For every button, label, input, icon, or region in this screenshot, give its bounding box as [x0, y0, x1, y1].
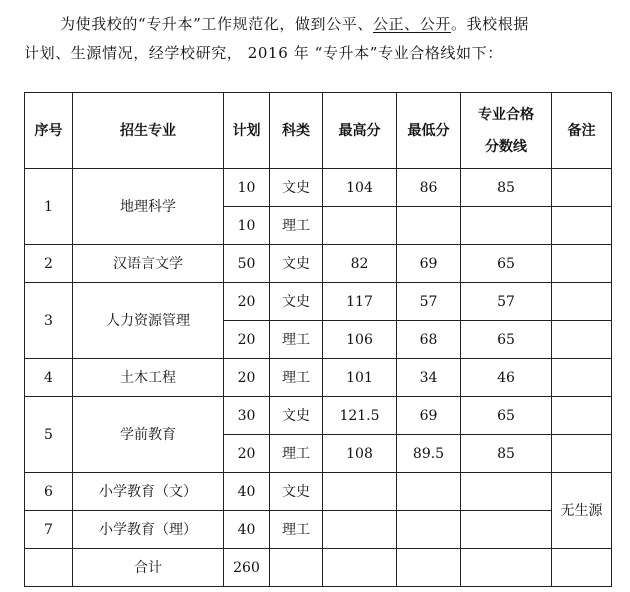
header-plan: 计划	[224, 93, 270, 169]
header-type: 科类	[270, 93, 323, 169]
row-index: 1	[25, 169, 73, 245]
header-min-score: 最低分	[397, 93, 461, 169]
intro-word-gongzheng: 公正	[372, 15, 405, 33]
row-index: 7	[25, 511, 73, 549]
table-row	[25, 245, 612, 283]
cell-plan: 40	[224, 511, 270, 549]
cell-plan: 20	[224, 359, 270, 397]
header-passing-line-1: 专业合格	[478, 106, 534, 123]
cell-plan: 50	[224, 245, 270, 283]
cell-min-score: 86	[397, 169, 461, 207]
cell-passing-line: 65	[461, 321, 552, 359]
cell-min-score: 89.5	[397, 435, 461, 473]
row-major: 学前教育	[73, 397, 224, 473]
cell-plan: 30	[224, 397, 270, 435]
cell-type: 文史	[270, 397, 323, 435]
cell-type: 文史	[270, 283, 323, 321]
cell-type: 文史	[270, 245, 323, 283]
cell-max-score: 101	[323, 359, 397, 397]
cell-passing-line	[461, 473, 552, 511]
table-row	[25, 473, 612, 511]
row-major: 土木工程	[73, 359, 224, 397]
cell-max-score: 82	[323, 245, 397, 283]
total-plan: 260	[224, 549, 270, 587]
cell-type: 理工	[270, 511, 323, 549]
total-note	[552, 549, 612, 587]
cell-min-score	[397, 473, 461, 511]
row-major: 人力资源管理	[73, 283, 224, 359]
total-passing-line	[461, 549, 552, 587]
header-max-score: 最高分	[323, 93, 397, 169]
cell-note	[552, 397, 612, 435]
row-index: 5	[25, 397, 73, 473]
cell-min-score	[397, 207, 461, 245]
intro-line-2: 计划、生源情况，经学校研究， 2016 年 “专升本”专业合格线如下：	[24, 44, 503, 62]
cell-type: 理工	[270, 321, 323, 359]
row-index: 2	[25, 245, 73, 283]
table-row	[25, 511, 612, 549]
table-row	[25, 169, 612, 207]
row-major: 小学教育（文）	[73, 473, 224, 511]
cell-note	[552, 435, 612, 473]
row-major: 小学教育（理）	[73, 511, 224, 549]
row-index: 6	[25, 473, 73, 511]
cell-note	[552, 245, 612, 283]
intro-line-1	[24, 10, 624, 39]
cell-passing-line: 65	[461, 397, 552, 435]
cell-min-score	[397, 511, 461, 549]
cell-note	[552, 321, 612, 359]
cell-max-score: 106	[323, 321, 397, 359]
cell-min-score: 68	[397, 321, 461, 359]
cell-type: 理工	[270, 359, 323, 397]
cell-type: 理工	[270, 207, 323, 245]
cell-max-score	[323, 207, 397, 245]
cell-max-score: 117	[323, 283, 397, 321]
cell-type: 文史	[270, 169, 323, 207]
cell-note	[552, 169, 612, 207]
cell-min-score: 69	[397, 245, 461, 283]
cell-passing-line: 46	[461, 359, 552, 397]
cell-passing-line: 85	[461, 169, 552, 207]
table-row	[25, 283, 612, 321]
cell-max-score: 121.5	[323, 397, 397, 435]
total-max-score	[323, 549, 397, 587]
cell-max-score: 104	[323, 169, 397, 207]
row-major: 汉语言文学	[73, 245, 224, 283]
header-passing-line	[461, 93, 552, 169]
cell-passing-line: 65	[461, 245, 552, 283]
total-type	[270, 549, 323, 587]
table-row	[25, 359, 612, 397]
cell-min-score: 34	[397, 359, 461, 397]
cell-note	[552, 359, 612, 397]
cell-plan: 20	[224, 321, 270, 359]
cell-max-score	[323, 511, 397, 549]
admission-score-table	[24, 92, 612, 587]
header-note: 备注	[552, 93, 612, 169]
cell-min-score: 57	[397, 283, 461, 321]
intro-line-1-start: 为使我校的“专升本”工作规范化，做到公平、	[60, 15, 373, 33]
cell-type: 理工	[270, 435, 323, 473]
cell-plan: 40	[224, 473, 270, 511]
cell-plan: 10	[224, 169, 270, 207]
cell-max-score: 108	[323, 435, 397, 473]
header-row	[25, 93, 612, 169]
cell-max-score	[323, 473, 397, 511]
cell-min-score: 69	[397, 397, 461, 435]
intro-separator: 、	[404, 15, 420, 33]
cell-note	[552, 283, 612, 321]
row-major: 地理科学	[73, 169, 224, 245]
header-major: 招生专业	[73, 93, 224, 169]
cell-passing-line: 57	[461, 283, 552, 321]
cell-note-no-source: 无生源	[552, 473, 612, 549]
intro-word-gongkai: 公开	[419, 15, 451, 33]
cell-passing-line	[461, 511, 552, 549]
total-min-score	[397, 549, 461, 587]
row-index: 4	[25, 359, 73, 397]
table-row	[25, 397, 612, 435]
cell-plan: 20	[224, 283, 270, 321]
header-index: 序号	[25, 93, 73, 169]
total-label: 合计	[73, 549, 224, 587]
cell-plan: 10	[224, 207, 270, 245]
cell-type: 文史	[270, 473, 323, 511]
total-index	[25, 549, 73, 587]
header-passing-line-2: 分数线	[485, 138, 527, 155]
cell-passing-line	[461, 207, 552, 245]
cell-plan: 20	[224, 435, 270, 473]
intro-line-1-end: 。我校根据	[450, 15, 529, 33]
cell-note	[552, 207, 612, 245]
row-index: 3	[25, 283, 73, 359]
intro-paragraph	[24, 10, 624, 68]
cell-passing-line: 85	[461, 435, 552, 473]
total-row	[25, 549, 612, 587]
